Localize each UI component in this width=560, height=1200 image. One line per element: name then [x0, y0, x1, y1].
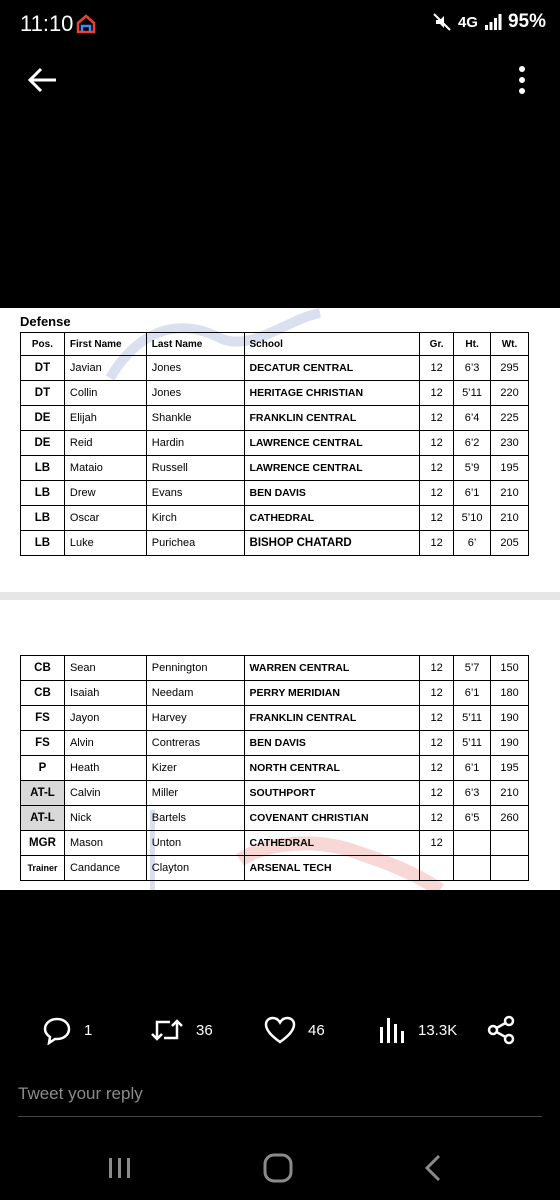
school-cell: CATHEDRAL — [244, 506, 420, 531]
school-cell: PERRY MERIDIAN — [244, 681, 420, 706]
table-row — [21, 831, 529, 856]
roster-image-page-1[interactable] — [0, 308, 560, 592]
height-cell: 6’2 — [454, 431, 491, 456]
first-name-cell: Mason — [64, 831, 146, 856]
grade-cell: 12 — [420, 481, 454, 506]
pos-cell: Trainer — [21, 856, 65, 881]
retweet-action[interactable] — [150, 1008, 213, 1052]
pos-cell: P — [21, 756, 65, 781]
table-row — [21, 756, 529, 781]
pos-cell: CB — [21, 681, 65, 706]
table-row — [21, 806, 529, 831]
view-count: 13.3K — [418, 1021, 458, 1039]
back-nav-icon[interactable] — [418, 1150, 448, 1186]
status-time: 11:10 — [20, 11, 74, 36]
weight-cell: 210 — [491, 781, 529, 806]
retweet-count: 36 — [196, 1021, 213, 1039]
weight-cell: 205 — [491, 531, 529, 556]
first-name-cell: Drew — [64, 481, 146, 506]
last-name-cell: Clayton — [146, 856, 244, 881]
school-cell: SOUTHPORT — [244, 781, 420, 806]
grade-cell: 12 — [420, 781, 454, 806]
table-row — [21, 731, 529, 756]
table-row — [21, 856, 529, 881]
reply-underline — [18, 1116, 542, 1117]
retweet-icon — [150, 1015, 184, 1045]
weight-cell: 295 — [491, 356, 529, 381]
grade-cell: 12 — [420, 531, 454, 556]
header-cell: Last Name — [146, 333, 244, 356]
weight-cell: 190 — [491, 706, 529, 731]
first-name-cell: Mataio — [64, 456, 146, 481]
table-row — [21, 381, 529, 406]
school-cell: HERITAGE CHRISTIAN — [244, 381, 420, 406]
last-name-cell: Kirch — [146, 506, 244, 531]
last-name-cell: Shankle — [146, 406, 244, 431]
share-action[interactable] — [486, 1008, 516, 1052]
table-row — [21, 781, 529, 806]
first-name-cell: Isaiah — [64, 681, 146, 706]
school-cell: LAWRENCE CENTRAL — [244, 456, 420, 481]
school-cell: ARSENAL TECH — [244, 856, 420, 881]
signal-icon — [484, 13, 502, 31]
last-name-cell: Miller — [146, 781, 244, 806]
last-name-cell: Contreras — [146, 731, 244, 756]
table-header-row — [21, 333, 529, 356]
last-name-cell: Unton — [146, 831, 244, 856]
height-cell: 6’4 — [454, 406, 491, 431]
first-name-cell: Collin — [64, 381, 146, 406]
pos-cell: DT — [21, 381, 65, 406]
grade-cell: 12 — [420, 706, 454, 731]
height-cell: 6’1 — [454, 756, 491, 781]
grade-cell: 12 — [420, 731, 454, 756]
school-cell: COVENANT CHRISTIAN — [244, 806, 420, 831]
height-cell: 5’7 — [454, 656, 491, 681]
weight-cell: 260 — [491, 806, 529, 831]
reply-action[interactable] — [42, 1008, 92, 1052]
recent-apps-icon[interactable] — [104, 1150, 136, 1186]
header-cell: Pos. — [21, 333, 65, 356]
weight-cell: 210 — [491, 506, 529, 531]
last-name-cell: Pennington — [146, 656, 244, 681]
weight-cell: 230 — [491, 431, 529, 456]
height-cell: 6’1 — [454, 681, 491, 706]
weight-cell: 195 — [491, 456, 529, 481]
table-row — [21, 506, 529, 531]
first-name-cell: Heath — [64, 756, 146, 781]
first-name-cell: Jayon — [64, 706, 146, 731]
grade-cell: 12 — [420, 356, 454, 381]
height-cell — [454, 856, 491, 881]
table-row — [21, 406, 529, 431]
pos-cell: DT — [21, 356, 65, 381]
pos-cell: FS — [21, 731, 65, 756]
table-row — [21, 481, 529, 506]
school-cell: LAWRENCE CENTRAL — [244, 431, 420, 456]
heart-icon — [264, 1015, 296, 1045]
height-cell: 5’11 — [454, 381, 491, 406]
first-name-cell: Oscar — [64, 506, 146, 531]
roster-image-page-2[interactable] — [0, 600, 560, 890]
table-row — [21, 431, 529, 456]
mute-icon — [432, 12, 452, 32]
grade-cell: 12 — [420, 406, 454, 431]
school-cell: BISHOP CHATARD — [244, 531, 420, 556]
weight-cell: 180 — [491, 681, 529, 706]
first-name-cell: Candance — [64, 856, 146, 881]
last-name-cell: Evans — [146, 481, 244, 506]
pos-cell: AT-L — [21, 806, 65, 831]
grade-cell: 12 — [420, 831, 454, 856]
first-name-cell: Reid — [64, 431, 146, 456]
reply-input[interactable]: Tweet your reply — [18, 1084, 143, 1103]
pos-cell: DE — [21, 406, 65, 431]
height-cell: 6’3 — [454, 781, 491, 806]
school-cell: NORTH CENTRAL — [244, 756, 420, 781]
first-name-cell: Elijah — [64, 406, 146, 431]
school-cell: BEN DAVIS — [244, 481, 420, 506]
network-label: 4G — [457, 13, 478, 31]
school-cell: FRANKLIN CENTRAL — [244, 406, 420, 431]
height-cell: 5’10 — [454, 506, 491, 531]
school-cell: FRANKLIN CENTRAL — [244, 706, 420, 731]
pos-cell: MGR — [21, 831, 65, 856]
system-nav-bar — [0, 1140, 560, 1200]
home-app-icon — [76, 14, 96, 34]
roster-table-bottom — [20, 655, 529, 881]
first-name-cell: Calvin — [64, 781, 146, 806]
weight-cell: 210 — [491, 481, 529, 506]
table-row — [21, 681, 529, 706]
last-name-cell: Jones — [146, 356, 244, 381]
school-cell: CATHEDRAL — [244, 831, 420, 856]
height-cell: 6’ — [454, 531, 491, 556]
height-cell: 6’1 — [454, 481, 491, 506]
table-row — [21, 356, 529, 381]
first-name-cell: Luke — [64, 531, 146, 556]
views-action[interactable] — [378, 1008, 457, 1052]
status-icons — [432, 11, 546, 33]
header-cell: Wt. — [491, 333, 529, 356]
grade-cell: 12 — [420, 431, 454, 456]
pos-cell: LB — [21, 456, 65, 481]
tweet-actions — [0, 1008, 560, 1052]
like-count: 46 — [308, 1021, 325, 1039]
first-name-cell: Nick — [64, 806, 146, 831]
school-cell: BEN DAVIS — [244, 731, 420, 756]
grade-cell: 12 — [420, 456, 454, 481]
height-cell: 6’5 — [454, 806, 491, 831]
header-cell: First Name — [64, 333, 146, 356]
grade-cell — [420, 856, 454, 881]
table-row — [21, 706, 529, 731]
like-action[interactable] — [264, 1008, 325, 1052]
pos-cell: LB — [21, 481, 65, 506]
weight-cell: 220 — [491, 381, 529, 406]
grade-cell: 12 — [420, 756, 454, 781]
weight-cell — [491, 856, 529, 881]
reply-icon — [42, 1015, 72, 1045]
height-cell: 6’3 — [454, 356, 491, 381]
home-button-icon[interactable] — [260, 1150, 296, 1186]
pos-cell: LB — [21, 531, 65, 556]
weight-cell: 150 — [491, 656, 529, 681]
school-cell: WARREN CENTRAL — [244, 656, 420, 681]
back-arrow-icon[interactable] — [22, 62, 62, 98]
views-chart-icon — [378, 1015, 406, 1045]
header-cell: School — [244, 333, 420, 356]
last-name-cell: Russell — [146, 456, 244, 481]
reply-count: 1 — [84, 1021, 93, 1039]
last-name-cell: Needam — [146, 681, 244, 706]
last-name-cell: Hardin — [146, 431, 244, 456]
section-title: Defense — [20, 314, 71, 329]
grade-cell: 12 — [420, 806, 454, 831]
grade-cell: 12 — [420, 681, 454, 706]
header-cell: Gr. — [420, 333, 454, 356]
pos-cell: DE — [21, 431, 65, 456]
header-cell: Ht. — [454, 333, 491, 356]
weight-cell: 195 — [491, 756, 529, 781]
height-cell — [454, 831, 491, 856]
grade-cell: 12 — [420, 506, 454, 531]
pos-cell: AT-L — [21, 781, 65, 806]
table-row — [21, 656, 529, 681]
last-name-cell: Jones — [146, 381, 244, 406]
first-name-cell: Javian — [64, 356, 146, 381]
pos-cell: CB — [21, 656, 65, 681]
height-cell: 5’11 — [454, 731, 491, 756]
height-cell: 5’11 — [454, 706, 491, 731]
first-name-cell: Alvin — [64, 731, 146, 756]
weight-cell: 225 — [491, 406, 529, 431]
share-icon — [486, 1015, 516, 1045]
pos-cell: FS — [21, 706, 65, 731]
last-name-cell: Kizer — [146, 756, 244, 781]
table-row — [21, 531, 529, 556]
roster-table-top — [20, 332, 529, 556]
last-name-cell: Harvey — [146, 706, 244, 731]
battery-level: 95% — [507, 11, 546, 32]
more-options-icon[interactable] — [508, 62, 536, 98]
last-name-cell: Bartels — [146, 806, 244, 831]
grade-cell: 12 — [420, 381, 454, 406]
first-name-cell: Sean — [64, 656, 146, 681]
weight-cell: 190 — [491, 731, 529, 756]
school-cell: DECATUR CENTRAL — [244, 356, 420, 381]
page-divider — [0, 592, 560, 600]
last-name-cell: Purichea — [146, 531, 244, 556]
status-bar — [0, 0, 560, 50]
weight-cell — [491, 831, 529, 856]
pos-cell: LB — [21, 506, 65, 531]
height-cell: 5’9 — [454, 456, 491, 481]
grade-cell: 12 — [420, 656, 454, 681]
table-row — [21, 456, 529, 481]
